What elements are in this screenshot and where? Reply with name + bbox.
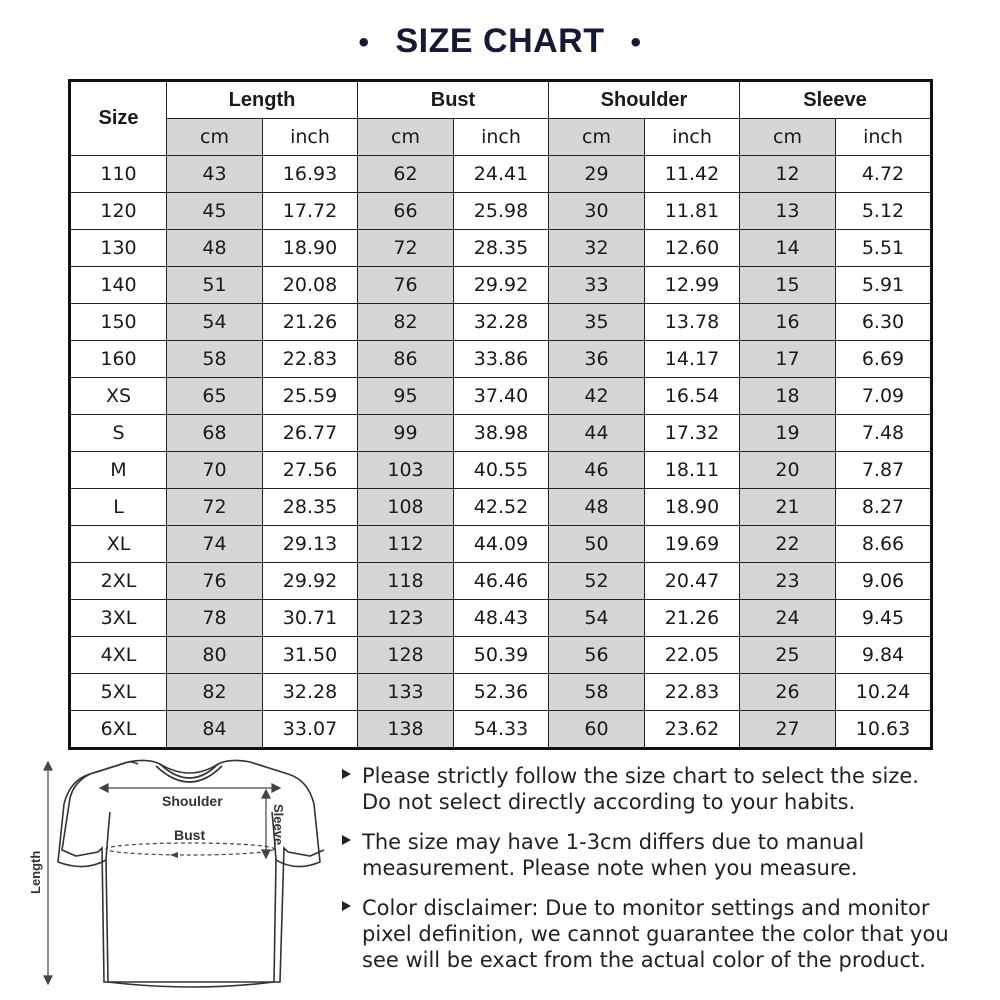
cm-value-cell: 112 bbox=[358, 526, 454, 563]
inch-value-cell: 18.90 bbox=[263, 230, 358, 267]
triangle-right-icon bbox=[342, 835, 351, 845]
note-item bbox=[340, 829, 990, 881]
note-line: pixel definition, we cannot guarantee the color that you bbox=[362, 922, 949, 946]
inch-value-cell: 24.41 bbox=[454, 156, 549, 193]
inch-value-cell: 37.40 bbox=[454, 378, 549, 415]
bust-label: Bust bbox=[174, 827, 206, 843]
cm-value-cell: 35 bbox=[549, 304, 645, 341]
inch-value-cell: 16.54 bbox=[645, 378, 740, 415]
cm-value-cell: 20 bbox=[740, 452, 836, 489]
inch-value-cell: 7.09 bbox=[836, 378, 932, 415]
cm-value-cell: 32 bbox=[549, 230, 645, 267]
inch-value-cell: 28.35 bbox=[454, 230, 549, 267]
cm-value-cell: 56 bbox=[549, 637, 645, 674]
bust-header: Bust bbox=[358, 81, 549, 119]
size-cell: L bbox=[70, 489, 167, 526]
shoulder-header: Shoulder bbox=[549, 81, 740, 119]
note-line: see will be exact from the actual color of the product. bbox=[362, 948, 926, 972]
inch-value-cell: 7.87 bbox=[836, 452, 932, 489]
table-row bbox=[70, 711, 932, 749]
sleeve-label: Sleeve bbox=[271, 804, 286, 846]
cm-value-cell: 108 bbox=[358, 489, 454, 526]
cm-value-cell: 22 bbox=[740, 526, 836, 563]
triangle-right-icon bbox=[342, 901, 351, 911]
inch-value-cell: 9.45 bbox=[836, 600, 932, 637]
cm-value-cell: 54 bbox=[167, 304, 263, 341]
cm-value-cell: 138 bbox=[358, 711, 454, 749]
size-cell: 3XL bbox=[70, 600, 167, 637]
size-cell: 6XL bbox=[70, 711, 167, 749]
cm-value-cell: 58 bbox=[167, 341, 263, 378]
size-cell: 110 bbox=[70, 156, 167, 193]
cm-value-cell: 60 bbox=[549, 711, 645, 749]
tshirt-measurement-diagram bbox=[30, 752, 320, 992]
size-chart-body bbox=[70, 156, 932, 749]
size-cell: M bbox=[70, 452, 167, 489]
inch-value-cell: 6.30 bbox=[836, 304, 932, 341]
cm-value-cell: 25 bbox=[740, 637, 836, 674]
inch-value-cell: 27.56 bbox=[263, 452, 358, 489]
triangle-right-icon bbox=[342, 769, 351, 779]
inch-value-cell: 9.06 bbox=[836, 563, 932, 600]
cm-value-cell: 45 bbox=[167, 193, 263, 230]
table-row bbox=[70, 156, 932, 193]
inch-value-cell: 44.09 bbox=[454, 526, 549, 563]
size-cell: 120 bbox=[70, 193, 167, 230]
inch-value-cell: 30.71 bbox=[263, 600, 358, 637]
inch-value-cell: 52.36 bbox=[454, 674, 549, 711]
size-cell: 160 bbox=[70, 341, 167, 378]
cm-value-cell: 21 bbox=[740, 489, 836, 526]
inch-value-cell: 50.39 bbox=[454, 637, 549, 674]
inch-value-cell: 10.24 bbox=[836, 674, 932, 711]
inch-value-cell: 54.33 bbox=[454, 711, 549, 749]
inch-value-cell: 48.43 bbox=[454, 600, 549, 637]
cm-value-cell: 128 bbox=[358, 637, 454, 674]
shoulder-label: Shoulder bbox=[162, 793, 223, 809]
inch-value-cell: 46.46 bbox=[454, 563, 549, 600]
size-chart-table bbox=[68, 79, 933, 750]
inch-value-cell: 9.84 bbox=[836, 637, 932, 674]
cm-value-cell: 82 bbox=[358, 304, 454, 341]
inch-value-cell: 16.93 bbox=[263, 156, 358, 193]
cm-value-cell: 118 bbox=[358, 563, 454, 600]
inch-value-cell: 13.78 bbox=[645, 304, 740, 341]
inch-value-cell: 29.13 bbox=[263, 526, 358, 563]
length-cm-header: cm bbox=[167, 119, 263, 156]
inch-value-cell: 5.51 bbox=[836, 230, 932, 267]
inch-value-cell: 7.48 bbox=[836, 415, 932, 452]
shoulder-inch-header: inch bbox=[645, 119, 740, 156]
bust-measure-ellipse bbox=[106, 843, 274, 855]
cm-value-cell: 18 bbox=[740, 378, 836, 415]
cm-value-cell: 29 bbox=[549, 156, 645, 193]
size-cell: S bbox=[70, 415, 167, 452]
cm-value-cell: 14 bbox=[740, 230, 836, 267]
table-row bbox=[70, 341, 932, 378]
cm-value-cell: 62 bbox=[358, 156, 454, 193]
cm-value-cell: 51 bbox=[167, 267, 263, 304]
cm-value-cell: 19 bbox=[740, 415, 836, 452]
cm-value-cell: 82 bbox=[167, 674, 263, 711]
inch-value-cell: 32.28 bbox=[263, 674, 358, 711]
cm-value-cell: 66 bbox=[358, 193, 454, 230]
inch-value-cell: 17.32 bbox=[645, 415, 740, 452]
table-row bbox=[70, 452, 932, 489]
inch-value-cell: 38.98 bbox=[454, 415, 549, 452]
cm-value-cell: 65 bbox=[167, 378, 263, 415]
note-line: The size may have 1-3cm differs due to manual bbox=[362, 830, 865, 854]
cm-value-cell: 58 bbox=[549, 674, 645, 711]
cm-value-cell: 17 bbox=[740, 341, 836, 378]
inch-value-cell: 25.59 bbox=[263, 378, 358, 415]
note-item bbox=[340, 763, 990, 815]
cm-value-cell: 74 bbox=[167, 526, 263, 563]
cm-value-cell: 103 bbox=[358, 452, 454, 489]
inch-value-cell: 25.98 bbox=[454, 193, 549, 230]
cm-value-cell: 78 bbox=[167, 600, 263, 637]
cm-value-cell: 80 bbox=[167, 637, 263, 674]
inch-value-cell: 19.69 bbox=[645, 526, 740, 563]
inch-value-cell: 20.47 bbox=[645, 563, 740, 600]
table-row bbox=[70, 267, 932, 304]
cm-value-cell: 33 bbox=[549, 267, 645, 304]
inch-value-cell: 42.52 bbox=[454, 489, 549, 526]
left-armhole bbox=[106, 812, 110, 860]
cm-value-cell: 54 bbox=[549, 600, 645, 637]
sleeve-cm-header: cm bbox=[740, 119, 836, 156]
cm-value-cell: 24 bbox=[740, 600, 836, 637]
cm-value-cell: 12 bbox=[740, 156, 836, 193]
inch-value-cell: 14.17 bbox=[645, 341, 740, 378]
inch-value-cell: 8.27 bbox=[836, 489, 932, 526]
size-cell: 140 bbox=[70, 267, 167, 304]
note-line: Do not select directly according to your habits. bbox=[362, 790, 856, 814]
length-label: Length bbox=[28, 850, 43, 894]
inch-value-cell: 4.72 bbox=[836, 156, 932, 193]
inch-value-cell: 5.12 bbox=[836, 193, 932, 230]
size-cell: 4XL bbox=[70, 637, 167, 674]
table-row bbox=[70, 526, 932, 563]
cm-value-cell: 52 bbox=[549, 563, 645, 600]
cm-value-cell: 44 bbox=[549, 415, 645, 452]
inch-value-cell: 20.08 bbox=[263, 267, 358, 304]
inch-value-cell: 31.50 bbox=[263, 637, 358, 674]
table-row bbox=[70, 563, 932, 600]
cm-value-cell: 123 bbox=[358, 600, 454, 637]
cm-value-cell: 48 bbox=[167, 230, 263, 267]
length-header: Length bbox=[167, 81, 358, 119]
table-row bbox=[70, 637, 932, 674]
cm-value-cell: 86 bbox=[358, 341, 454, 378]
size-column-header: Size bbox=[70, 81, 167, 156]
cm-value-cell: 95 bbox=[358, 378, 454, 415]
inch-value-cell: 11.42 bbox=[645, 156, 740, 193]
cm-value-cell: 27 bbox=[740, 711, 836, 749]
group-header-row bbox=[70, 81, 932, 119]
cm-value-cell: 23 bbox=[740, 563, 836, 600]
cm-value-cell: 36 bbox=[549, 341, 645, 378]
table-row bbox=[70, 674, 932, 711]
note-line: measurement. Please note when you measure. bbox=[362, 856, 858, 880]
size-cell: 5XL bbox=[70, 674, 167, 711]
inch-value-cell: 22.83 bbox=[263, 341, 358, 378]
sleeve-header: Sleeve bbox=[740, 81, 932, 119]
note-line: Please strictly follow the size chart to select the size. bbox=[362, 764, 919, 788]
cm-value-cell: 13 bbox=[740, 193, 836, 230]
inch-value-cell: 5.91 bbox=[836, 267, 932, 304]
size-cell: 130 bbox=[70, 230, 167, 267]
length-inch-header: inch bbox=[263, 119, 358, 156]
inch-value-cell: 6.69 bbox=[836, 341, 932, 378]
note-line: Color disclaimer: Due to monitor settings and monitor bbox=[362, 896, 930, 920]
size-cell: 150 bbox=[70, 304, 167, 341]
inch-value-cell: 18.90 bbox=[645, 489, 740, 526]
table-row bbox=[70, 193, 932, 230]
title-bullet-right: • bbox=[630, 26, 642, 59]
inch-value-cell: 8.66 bbox=[836, 526, 932, 563]
size-cell: XS bbox=[70, 378, 167, 415]
inch-value-cell: 21.26 bbox=[263, 304, 358, 341]
note-item bbox=[340, 895, 990, 973]
bust-cm-header: cm bbox=[358, 119, 454, 156]
cm-value-cell: 99 bbox=[358, 415, 454, 452]
table-row bbox=[70, 600, 932, 637]
cm-value-cell: 26 bbox=[740, 674, 836, 711]
table-row bbox=[70, 230, 932, 267]
size-cell: 2XL bbox=[70, 563, 167, 600]
cm-value-cell: 133 bbox=[358, 674, 454, 711]
inch-value-cell: 10.63 bbox=[836, 711, 932, 749]
sleeve-inch-header: inch bbox=[836, 119, 932, 156]
unit-header-row bbox=[70, 119, 932, 156]
notes-list bbox=[340, 763, 990, 987]
inch-value-cell: 18.11 bbox=[645, 452, 740, 489]
inch-value-cell: 29.92 bbox=[263, 563, 358, 600]
size-cell: XL bbox=[70, 526, 167, 563]
bust-arrow bbox=[170, 852, 178, 858]
inch-value-cell: 40.55 bbox=[454, 452, 549, 489]
cm-value-cell: 72 bbox=[167, 489, 263, 526]
cm-value-cell: 70 bbox=[167, 452, 263, 489]
inch-value-cell: 26.77 bbox=[263, 415, 358, 452]
table-row bbox=[70, 415, 932, 452]
inch-value-cell: 23.62 bbox=[645, 711, 740, 749]
cm-value-cell: 68 bbox=[167, 415, 263, 452]
table-row bbox=[70, 489, 932, 526]
inch-value-cell: 33.86 bbox=[454, 341, 549, 378]
inch-value-cell: 12.99 bbox=[645, 267, 740, 304]
inch-value-cell: 29.92 bbox=[454, 267, 549, 304]
table-row bbox=[70, 378, 932, 415]
cm-value-cell: 43 bbox=[167, 156, 263, 193]
inch-value-cell: 33.07 bbox=[263, 711, 358, 749]
cm-value-cell: 15 bbox=[740, 267, 836, 304]
shoulder-cm-header: cm bbox=[549, 119, 645, 156]
title-bullet-left: • bbox=[358, 26, 370, 59]
cm-value-cell: 76 bbox=[358, 267, 454, 304]
inch-value-cell: 11.81 bbox=[645, 193, 740, 230]
cm-value-cell: 48 bbox=[549, 489, 645, 526]
inch-value-cell: 28.35 bbox=[263, 489, 358, 526]
cm-value-cell: 72 bbox=[358, 230, 454, 267]
inch-value-cell: 22.83 bbox=[645, 674, 740, 711]
cm-value-cell: 42 bbox=[549, 378, 645, 415]
cm-value-cell: 46 bbox=[549, 452, 645, 489]
inch-value-cell: 12.60 bbox=[645, 230, 740, 267]
inch-value-cell: 21.26 bbox=[645, 600, 740, 637]
cm-value-cell: 84 bbox=[167, 711, 263, 749]
table-row bbox=[70, 304, 932, 341]
page-title bbox=[0, 22, 1000, 61]
inch-value-cell: 22.05 bbox=[645, 637, 740, 674]
cm-value-cell: 50 bbox=[549, 526, 645, 563]
inch-value-cell: 32.28 bbox=[454, 304, 549, 341]
cm-value-cell: 30 bbox=[549, 193, 645, 230]
inch-value-cell: 17.72 bbox=[263, 193, 358, 230]
title-text: SIZE CHART bbox=[395, 22, 605, 60]
cm-value-cell: 16 bbox=[740, 304, 836, 341]
cm-value-cell: 76 bbox=[167, 563, 263, 600]
bust-inch-header: inch bbox=[454, 119, 549, 156]
